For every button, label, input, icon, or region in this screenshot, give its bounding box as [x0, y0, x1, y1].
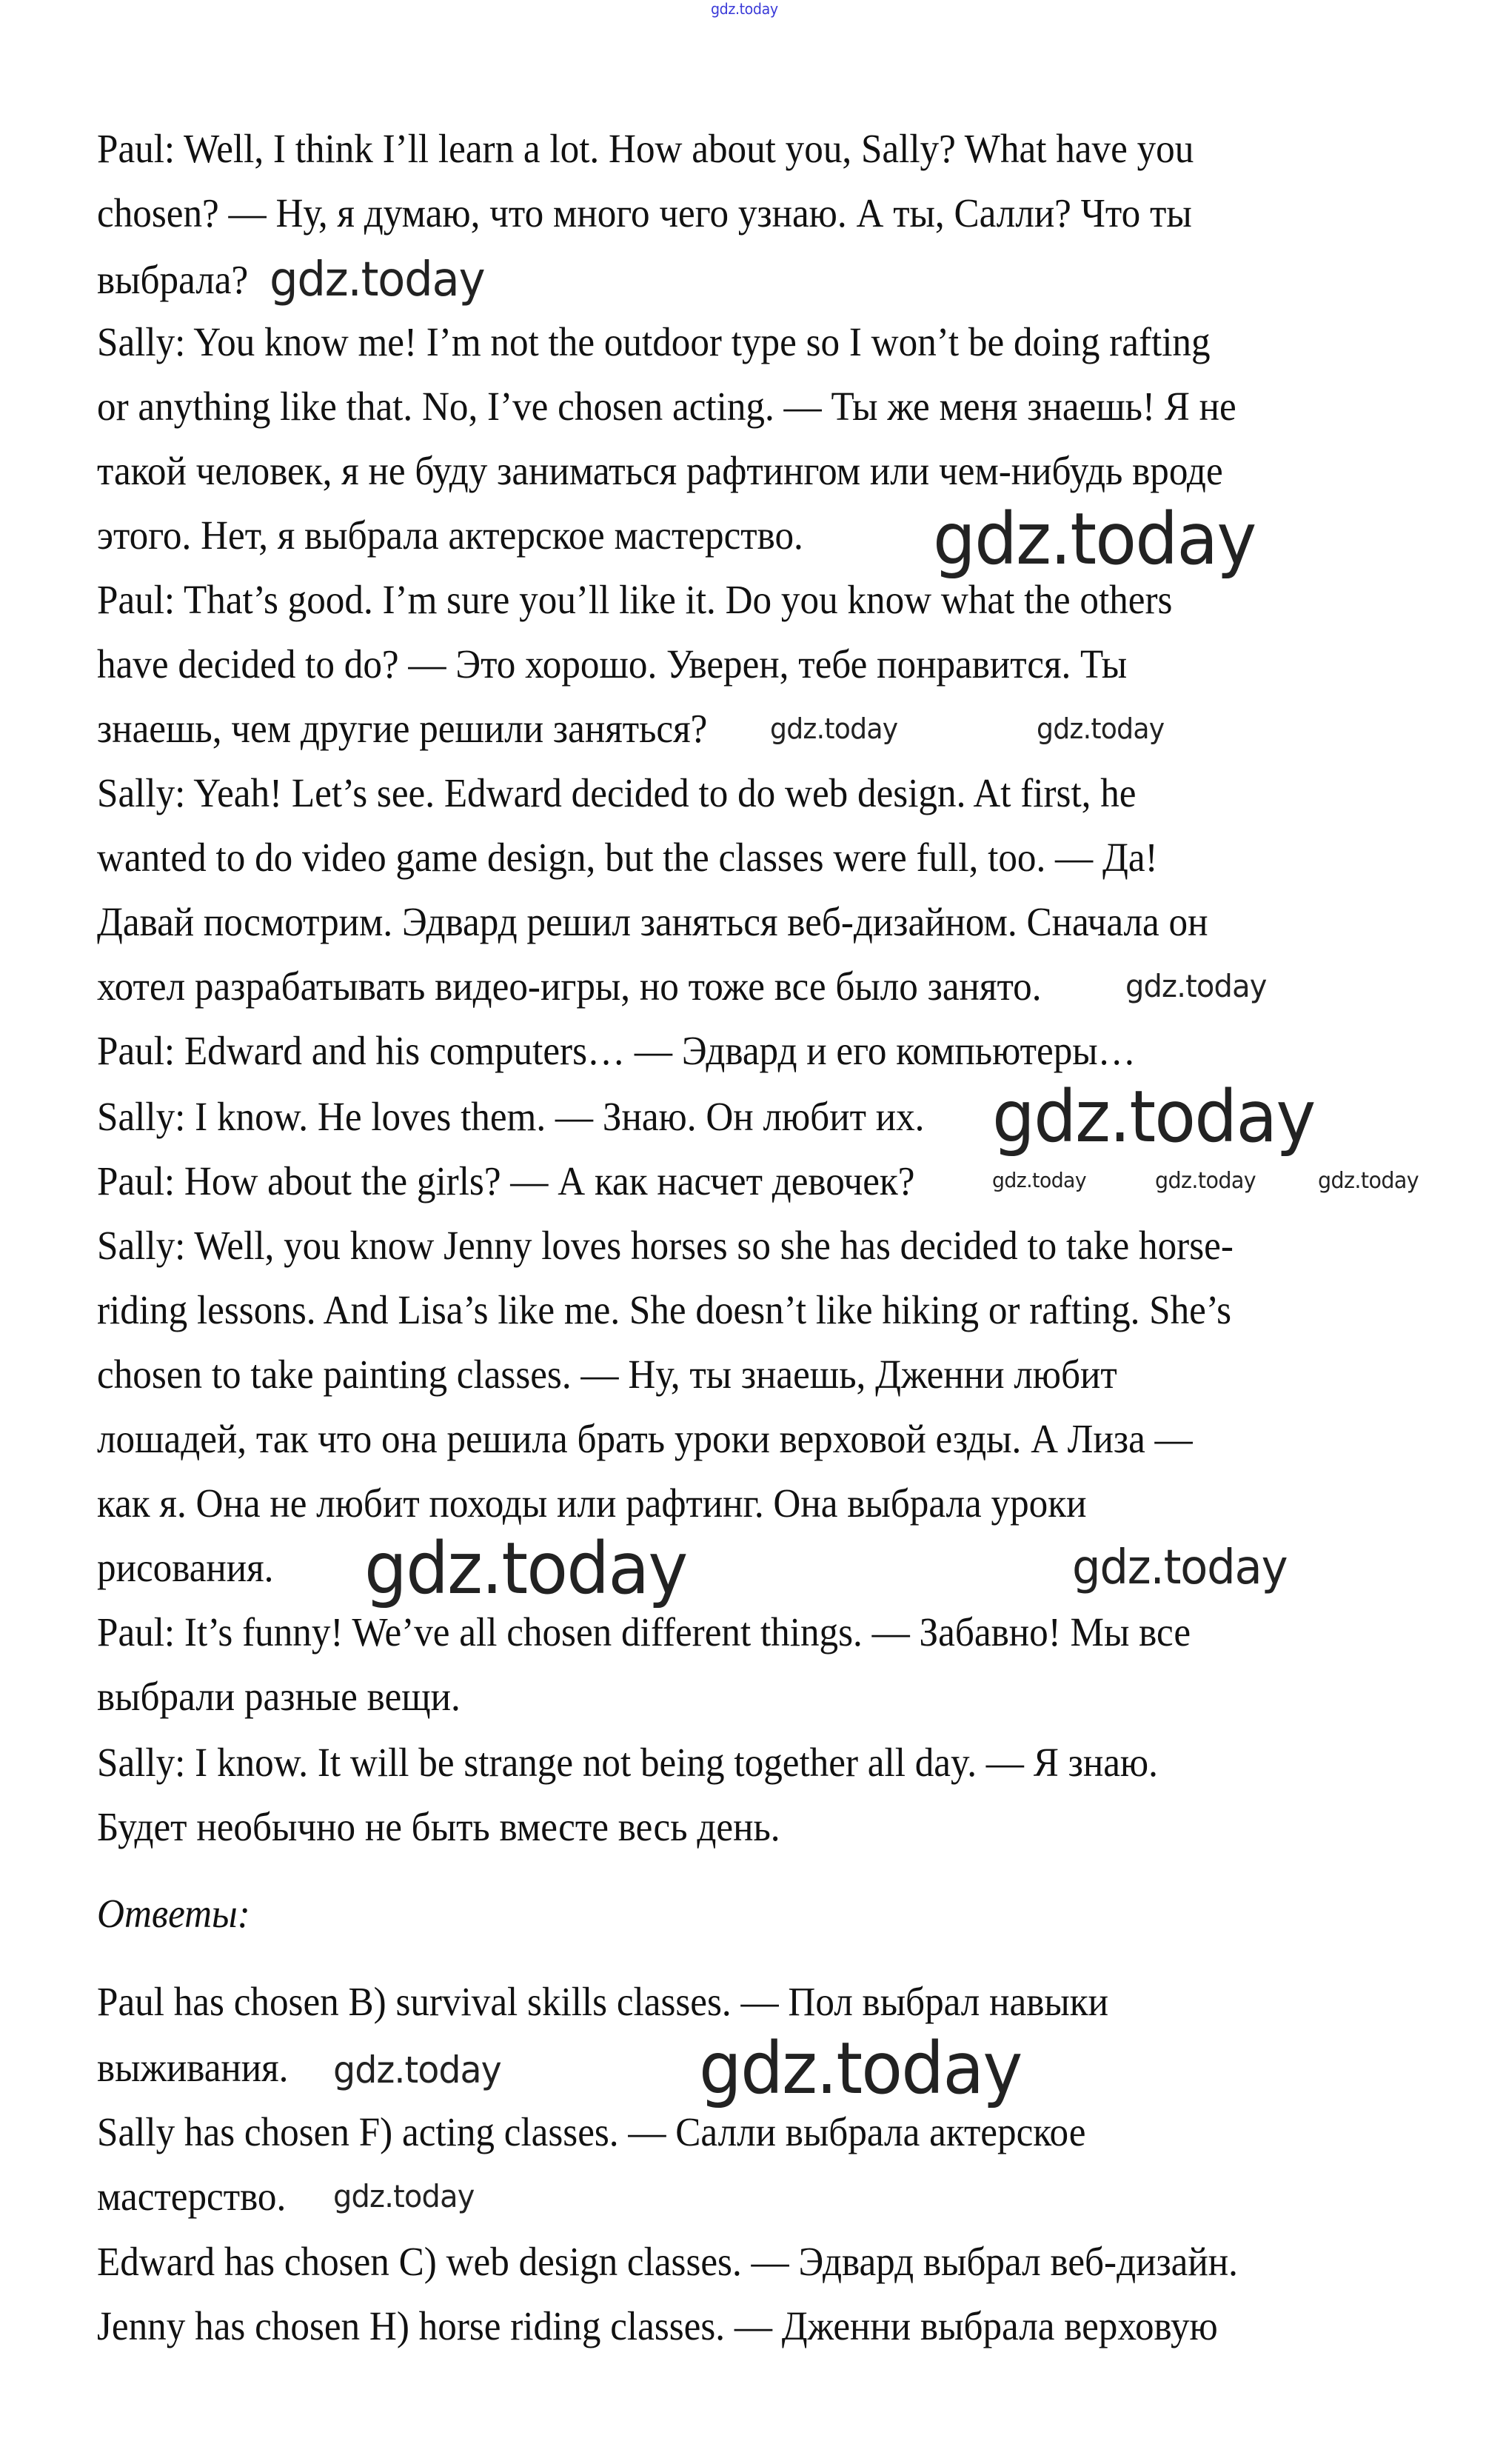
text-line: Paul: How about the girls? — А как насчет девочек?: [97, 1158, 915, 1203]
text-line: Давай посмотрим. Эдвард решил заняться веб-дизайном. Сначала он: [97, 899, 1208, 944]
text-line: знаешь, чем другие решили заняться?: [97, 706, 708, 751]
watermark: gdz.today: [1072, 1540, 1288, 1595]
text-line: Sally has chosen F) acting classes. — Салли выбрала актерское: [97, 2109, 1086, 2154]
watermark: gdz.today: [270, 253, 485, 307]
text-line: have decided to do? — Это хорошо. Уверен, тебе понравится. Ты: [97, 641, 1128, 687]
text-line: такой человек, я не буду заниматься рафтингом или чем-нибудь вроде: [97, 448, 1223, 493]
text-line: выбрала?: [97, 257, 249, 302]
text-line: Sally: I know. He loves them. — Знаю. Он любит их.: [97, 1094, 925, 1139]
text-line: хотел разрабатывать видео-игры, но тоже все было занято.: [97, 964, 1042, 1009]
text-line: мастерство.: [97, 2174, 287, 2219]
text-line: Sally: I know. It will be strange not being together all day. — Я знаю.: [97, 1740, 1158, 1785]
text-line: выбрали разные вещи.: [97, 1674, 461, 1719]
watermark: gdz.today: [1318, 1168, 1419, 1194]
answers-heading: Ответы:: [97, 1891, 250, 1936]
watermark: gdz.today: [333, 2049, 501, 2091]
text-line: Paul: It’s funny! We’ve all chosen different things. — Забавно! Мы все: [97, 1609, 1191, 1655]
text-line: chosen? — Ну, я думаю, что много чего узнаю. А ты, Салли? Что ты: [97, 190, 1192, 236]
text-line: этого. Нет, я выбрала актерское мастерство.: [97, 513, 803, 558]
text-line: or anything like that. No, I’ve chosen acting. — Ты же меня знаешь! Я не: [97, 384, 1236, 429]
watermark: gdz.today: [333, 2178, 475, 2214]
watermark: gdz.today: [992, 1168, 1087, 1192]
text-line: Paul: That’s good. I’m sure you’ll like it. Do you know what the others: [97, 577, 1173, 622]
text-line: Paul has chosen B) survival skills classes. — Пол выбрал навыки: [97, 1979, 1108, 2024]
text-line: Sally: You know me! I’m not the outdoor type so I won’t be doing rafting: [97, 319, 1211, 364]
text-line: wanted to do video game design, but the classes were full, too. — Да!: [97, 835, 1158, 880]
watermark: gdz.today: [933, 498, 1256, 581]
text-line: chosen to take painting classes. — Ну, ты знаешь, Дженни любит: [97, 1352, 1117, 1397]
text-line: Sally: Well, you know Jenny loves horses so she has decided to take horse-: [97, 1223, 1234, 1268]
watermark: gdz.today: [1125, 968, 1267, 1004]
text-line: Sally: Yeah! Let’s see. Edward decided to do web design. At first, he: [97, 770, 1137, 815]
text-line: рисования.: [97, 1545, 274, 1590]
text-line: riding lessons. And Lisa’s like me. She doesn’t like hiking or rafting. She’s: [97, 1287, 1232, 1332]
text-line: Edward has chosen C) web design classes. — Эдвард выбрал веб-дизайн.: [97, 2239, 1238, 2284]
watermark-header: gdz.today: [711, 0, 778, 18]
text-line: Jenny has chosen H) horse riding classes. — Дженни выбрала верховую: [97, 2303, 1218, 2348]
watermark: gdz.today: [770, 712, 898, 745]
watermark: gdz.today: [1155, 1168, 1256, 1194]
watermark: gdz.today: [364, 1527, 687, 1610]
watermark: gdz.today: [699, 2027, 1022, 2110]
watermark: gdz.today: [1037, 712, 1165, 745]
text-line: Paul: Well, I think I’ll learn a lot. How about you, Sally? What have you: [97, 126, 1194, 171]
text-line: как я. Она не любит походы или рафтинг. Она выбрала уроки: [97, 1480, 1087, 1526]
text-line: выживания.: [97, 2045, 289, 2090]
text-line: Будет необычно не быть вместе весь день.: [97, 1804, 780, 1849]
text-line: Paul: Edward and his computers… — Эдвард и его компьютеры…: [97, 1028, 1136, 1073]
text-line: лошадей, так что она решила брать уроки верховой езды. А Лиза —: [97, 1416, 1193, 1461]
watermark: gdz.today: [992, 1075, 1315, 1158]
